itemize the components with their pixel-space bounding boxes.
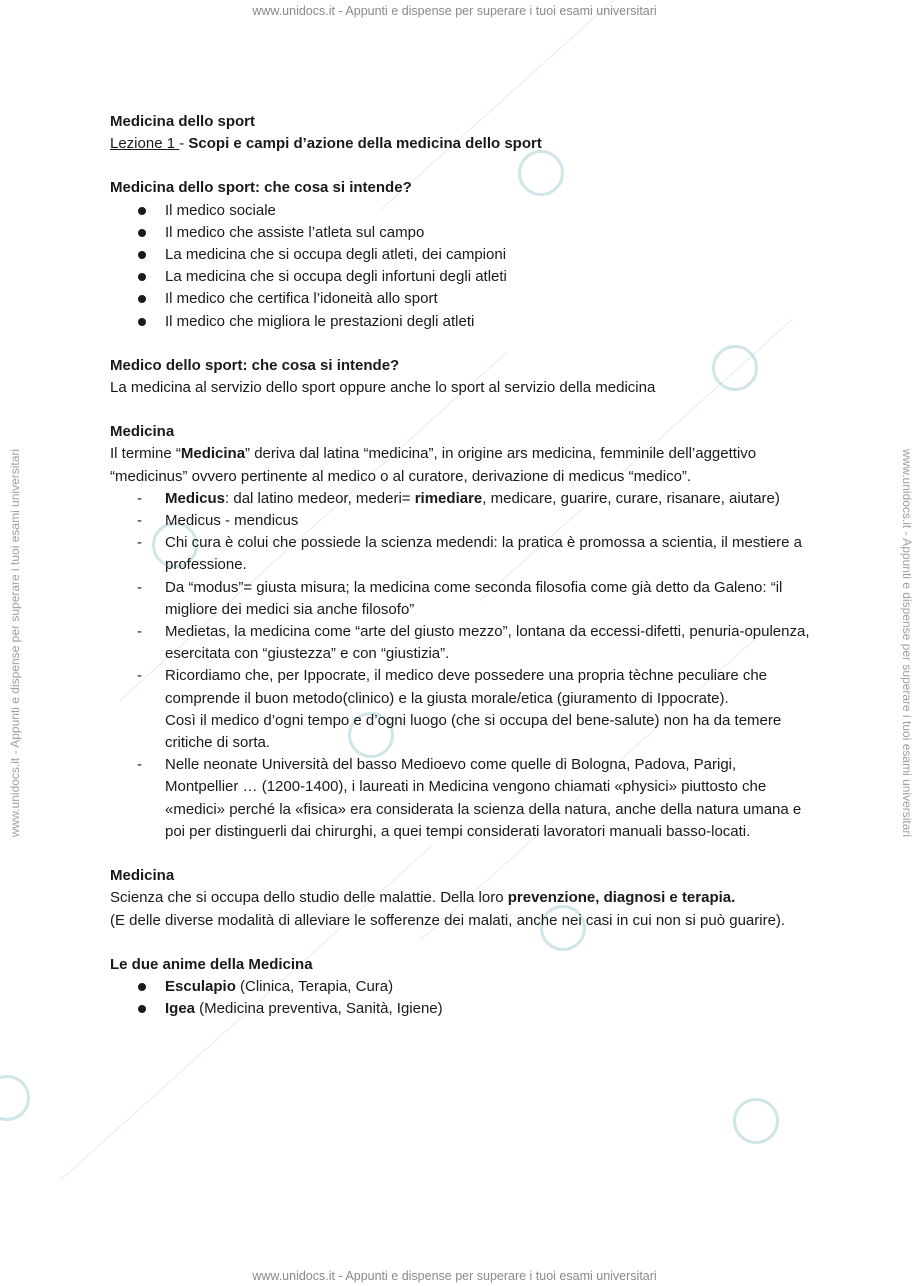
bullet-icon xyxy=(138,251,146,259)
paragraph: (E delle diverse modalità di alleviare le sofferenze dei malati, anche nei casi in cui non si può guarire). xyxy=(110,911,786,929)
lesson-line xyxy=(110,133,810,155)
section-heading: Medicina xyxy=(110,867,175,885)
list-item: Il medico che migliora le prestazioni degli atleti xyxy=(110,311,810,333)
dash-list xyxy=(110,488,810,843)
list-item: - Medicus - mendicus xyxy=(110,510,810,532)
paragraph: Scienza che si occupa dello studio delle malattie. Della loro prevenzione, diagnosi e terapia. xyxy=(110,889,736,907)
list-item: - Da “modus”= giusta misura; la medicina come seconda filosofia come già detto da Galeno: “il migliore dei medici sia anche filosofo” xyxy=(137,578,783,618)
document-body xyxy=(110,111,810,1020)
list-item: La medicina che si occupa degli infortuni degli atleti xyxy=(110,266,810,288)
section-heading: Medicina dello sport: che cosa si intende? xyxy=(110,179,412,197)
list-item: La medicina che si occupa degli atleti, dei campioni xyxy=(110,244,810,266)
paragraph: Il termine “Medicina” deriva dal latina “medicina”, in origine ars medicina, femminile dell’aggettivo “medicinus” ovvero pertinente al medico o al curatore, derivazione di medicus “medico”. xyxy=(110,445,757,485)
document-title: Medicina dello sport xyxy=(110,113,256,130)
watermark-logo-icon xyxy=(733,1098,779,1144)
list-item: Il medico che certifica l’idoneità allo sport xyxy=(110,288,810,310)
watermark-right: www.unidocs.it - Appunti e dispense per superare i tuoi esami universitari xyxy=(900,448,914,838)
paragraph: La medicina al servizio dello sport oppure anche lo sport al servizio della medicina xyxy=(110,379,656,397)
bullet-icon xyxy=(138,207,146,215)
section-heading: Medicina xyxy=(110,423,175,441)
watermark-bottom: www.unidocs.it - Appunti e dispense per superare i tuoi esami universitari xyxy=(252,1269,657,1283)
dash-marker: - xyxy=(137,534,142,552)
dash-marker: - xyxy=(137,756,142,774)
dash-marker: - xyxy=(137,623,142,641)
section-heading: Le due anime della Medicina xyxy=(110,955,313,973)
list-item: - Medietas, la medicina come “arte del giusto mezzo”, lontana da eccessi-difetti, penuria-opulenza, esercitata con “giustezza” e con “giustizia”. xyxy=(137,623,810,663)
dash-marker: - xyxy=(137,667,142,685)
list-item: - Nelle neonate Università del basso Medioevo come quelle di Bologna, Padova, Parigi, Montpellier … (1200-1400), i laureati in Medicina vengono chiamati «physici» piuttosto che «medici» perché la «fisica» era considerata la scienza della natura, anche della natura umana e poi per distinguerli dai chirurghi, a quei tempi considerati lavoratori manuali basso-locati. xyxy=(137,756,802,840)
bullet-icon xyxy=(138,295,146,303)
list-item: Esculapio (Clinica, Terapia, Cura) xyxy=(110,976,810,998)
bullet-icon xyxy=(138,318,146,326)
list-item: Il medico sociale xyxy=(110,200,810,222)
bullet-icon xyxy=(138,229,146,237)
lesson-label: Lezione 1 xyxy=(110,135,180,153)
list-item: - Chi cura è colui che possiede la scienza medendi: la pratica è promossa a scientia, il mestiere a professione. xyxy=(137,534,802,574)
bullet-list xyxy=(110,976,810,1020)
dash-marker: - xyxy=(137,489,142,507)
bullet-icon xyxy=(138,273,146,281)
bullet-icon xyxy=(138,1005,146,1013)
list-item: - Medicus: dal latino medeor, mederi= rimediare, medicare, guarire, curare, risanare, aiutare) xyxy=(110,488,810,510)
section-heading: Medico dello sport: che cosa si intende? xyxy=(110,356,400,374)
list-item: Igea (Medicina preventiva, Sanità, Igiene) xyxy=(110,998,810,1020)
watermark-top: www.unidocs.it - Appunti e dispense per superare i tuoi esami universitari xyxy=(252,4,657,18)
watermark-logo-icon xyxy=(0,1075,30,1121)
bullet-list xyxy=(110,200,810,333)
dash-marker: - xyxy=(137,578,142,596)
watermark-left: www.unidocs.it - Appunti e dispense per superare i tuoi esami universitari xyxy=(8,448,22,838)
list-item: Il medico che assiste l’atleta sul campo xyxy=(110,222,810,244)
lesson-separator: - xyxy=(179,135,189,153)
list-item: - Ricordiamo che, per Ippocrate, il medico deve possedere una propria tèchne peculiare che comprende il buon metodo(clinico) e la giusta morale/etica (giuramento di Ippocrate). Così il medico d’ogni tempo e d’ogni luogo (che si occupa del bene-salute) non ha da temere critiche di sorta. xyxy=(137,667,782,752)
bullet-icon xyxy=(138,983,146,991)
lesson-title: Scopi e campi d’azione della medicina dello sport xyxy=(188,135,542,153)
dash-marker: - xyxy=(137,512,142,530)
